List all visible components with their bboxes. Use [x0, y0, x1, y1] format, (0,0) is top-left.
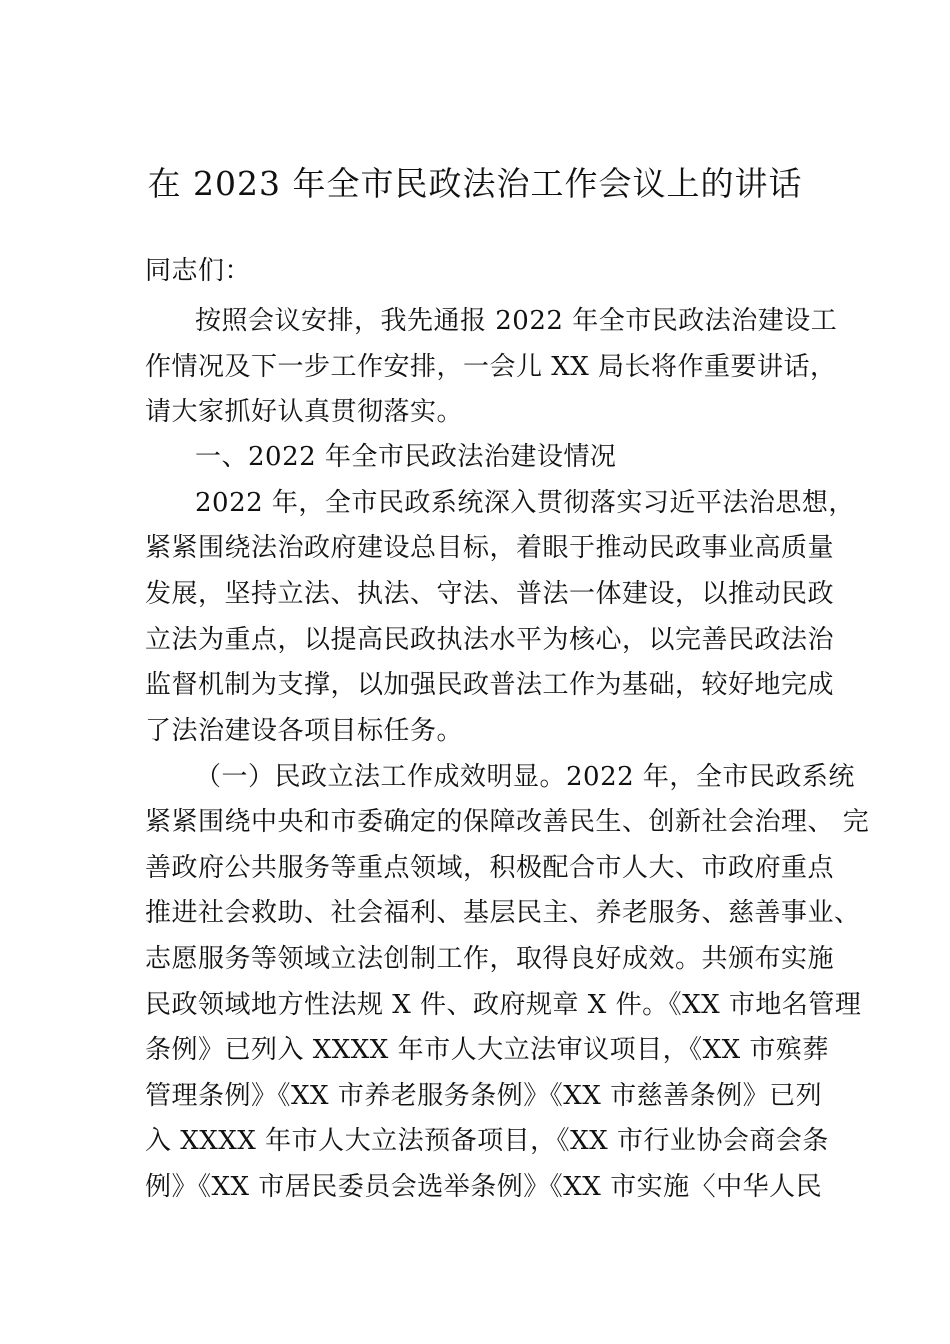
paragraph-line: （一）民政立法工作成效明显。2022 年，全市民政系统 — [195, 762, 855, 792]
section-heading: 一、2022 年全市民政法治建设情况 — [195, 442, 617, 472]
paragraph-line: 紧紧围绕法治政府建设总目标，着眼于推动民政事业高质量 — [145, 533, 835, 563]
salutation-line: 同志们： — [145, 256, 252, 286]
paragraph-line: 民政领域地方性法规 X 件、政府规章 X 件。《XX 市地名管理 — [145, 990, 862, 1020]
paragraph-line: 按照会议安排，我先通报 2022 年全市民政法治建设工 — [195, 306, 838, 336]
paragraph-line: 了法治建设各项目标任务。 — [145, 716, 464, 746]
paragraph-line: 请大家抓好认真贯彻落实。 — [145, 397, 464, 427]
paragraph-line: 作情况及下一步工作安排，一会儿 XX 局长将作重要讲话， — [145, 352, 837, 382]
paragraph-line: 推进社会救助、社会福利、基层民主、养老服务、慈善事业、 — [145, 898, 861, 928]
paragraph-line: 善政府公共服务等重点领域，积极配合市人大、市政府重点 — [145, 853, 835, 883]
paragraph-line: 发展，坚持立法、执法、守法、普法一体建设，以推动民政 — [145, 579, 835, 609]
paragraph-line: 立法为重点，以提高民政执法水平为核心，以完善民政法治 — [145, 625, 835, 655]
paragraph-line: 条例》已列入 XXXX 年市人大立法审议项目，《XX 市殡葬 — [145, 1035, 829, 1065]
paragraph-line: 监督机制为支撑，以加强民政普法工作为基础，较好地完成 — [145, 670, 835, 700]
paragraph-line: 2022 年，全市民政系统深入贯彻落实习近平法治思想， — [195, 488, 855, 518]
paragraph-line: 例》《XX 市居民委员会选举条例》《XX 市实施〈中华人民 — [145, 1172, 823, 1202]
paragraph-line: 入 XXXX 年市人大立法预备项目，《XX 市行业协会商会条 — [145, 1126, 829, 1156]
document-title: 在 2023 年全市民政法治工作会议上的讲话 — [147, 164, 803, 203]
paragraph-line: 志愿服务等领域立法创制工作，取得良好成效。共颁布实施 — [145, 944, 835, 974]
paragraph-line: 管理条例》《XX 市养老服务条例》《XX 市慈善条例》已列 — [145, 1081, 823, 1111]
paragraph-line: 紧紧围绕中央和市委确定的保障改善民生、创新社会治理、 完 — [145, 807, 870, 837]
